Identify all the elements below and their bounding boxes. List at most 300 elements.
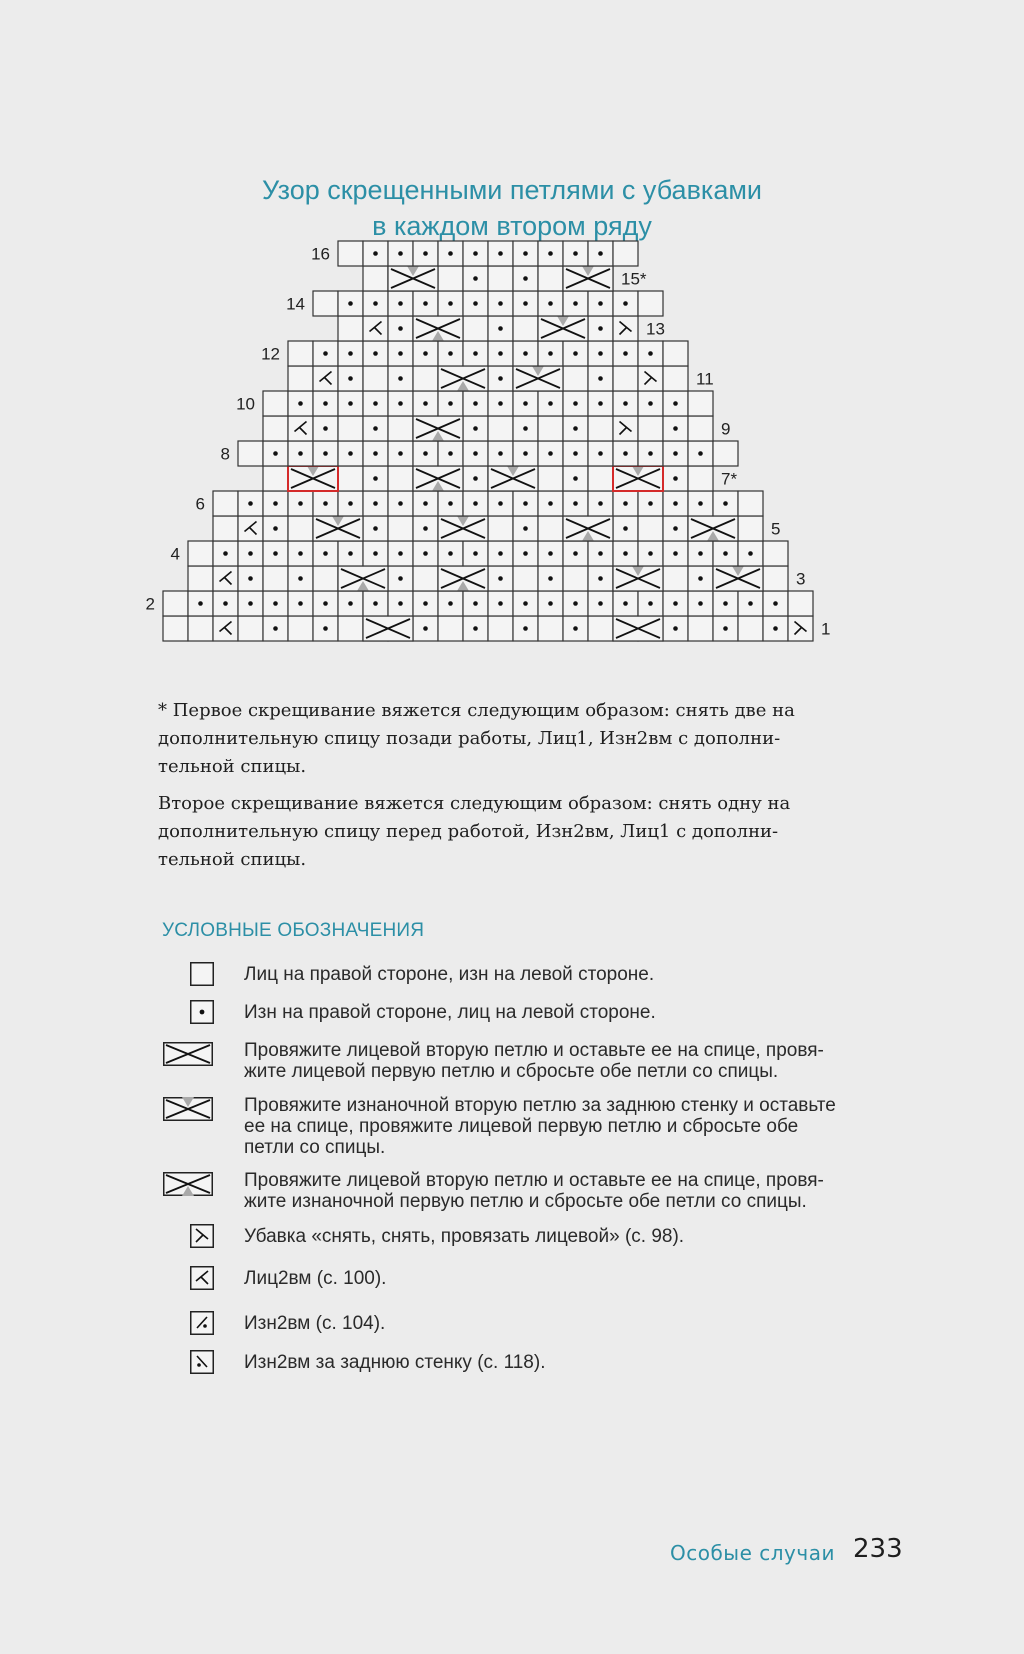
chart-cell xyxy=(538,416,563,441)
legend-text xyxy=(244,1040,894,1082)
purl-dot xyxy=(248,601,253,606)
purl-dot xyxy=(773,601,778,606)
purl-dot xyxy=(448,551,453,556)
purl-dot xyxy=(673,626,678,631)
purl-dot xyxy=(423,451,428,456)
purl-dot xyxy=(423,526,428,531)
purl-dot xyxy=(598,576,603,581)
purl-dot xyxy=(623,401,628,406)
purl-dot xyxy=(323,451,328,456)
purl-dot xyxy=(648,551,653,556)
purl-dot xyxy=(298,576,303,581)
chart-cell xyxy=(488,516,513,541)
legend-text-line: Провяжите изнаночной вторую петлю за заднюю стенку и оставьте xyxy=(244,1095,836,1116)
chart-title-line2: в каждом втором ряду xyxy=(372,211,652,241)
purl-dot xyxy=(373,351,378,356)
chart-cell xyxy=(338,416,363,441)
purl-dot xyxy=(323,426,328,431)
chart-cell xyxy=(338,616,363,641)
purl-dot xyxy=(548,576,553,581)
purl-dot xyxy=(698,601,703,606)
chart-cell xyxy=(788,591,813,616)
purl-dot xyxy=(423,601,428,606)
purl-dot xyxy=(398,401,403,406)
chart-cell xyxy=(413,566,438,591)
chart-cell xyxy=(538,516,563,541)
purl-dot xyxy=(298,501,303,506)
purl-dot xyxy=(348,501,353,506)
purl-dot xyxy=(673,401,678,406)
purl-dot xyxy=(598,551,603,556)
row-label-left: 4 xyxy=(170,544,180,564)
cross-white-icon xyxy=(163,1042,213,1070)
chart-cell xyxy=(663,366,688,391)
row-label-left: 10 xyxy=(236,394,255,414)
chart-cell xyxy=(513,316,538,341)
purl-dot xyxy=(498,301,503,306)
chart-cell xyxy=(488,416,513,441)
purl-dot xyxy=(373,476,378,481)
chart-cell xyxy=(363,266,388,291)
purl-dot xyxy=(473,501,478,506)
empty-square-icon xyxy=(190,962,214,990)
purl-dot xyxy=(298,401,303,406)
purl-dot xyxy=(448,601,453,606)
purl-dot xyxy=(548,401,553,406)
purl-dot xyxy=(423,251,428,256)
row-label-right: 5 xyxy=(771,519,781,539)
chart-cell xyxy=(238,616,263,641)
chart-cell xyxy=(388,466,413,491)
purl-dot xyxy=(523,526,528,531)
purl-dot xyxy=(673,501,678,506)
purl-dot xyxy=(598,451,603,456)
purl-dot xyxy=(548,601,553,606)
purl-dot xyxy=(648,501,653,506)
row-label-right: 13 xyxy=(646,319,665,339)
purl-dot xyxy=(498,401,503,406)
legend-text-line: петли со спицы. xyxy=(244,1137,386,1158)
purl-dot xyxy=(548,551,553,556)
chart-cell xyxy=(338,466,363,491)
p2tog-tbl-icon xyxy=(190,1350,214,1378)
chart-cell xyxy=(163,616,188,641)
purl-dot xyxy=(373,301,378,306)
chart-cell xyxy=(288,341,313,366)
purl-dot xyxy=(248,501,253,506)
chart-cell xyxy=(738,491,763,516)
chart-cell xyxy=(388,516,413,541)
chart-notes xyxy=(158,697,858,883)
chart-cell xyxy=(688,466,713,491)
purl-dot xyxy=(598,501,603,506)
purl-dot xyxy=(498,326,503,331)
chart-cell xyxy=(638,291,663,316)
chart-title-line1: Узор скрещенными петлями с убавками xyxy=(261,175,762,205)
purl-dot xyxy=(723,501,728,506)
purl-dot xyxy=(648,601,653,606)
purl-dot xyxy=(673,601,678,606)
purl-dot xyxy=(698,551,703,556)
purl-dot xyxy=(698,451,703,456)
purl-dot xyxy=(298,601,303,606)
purl-dot xyxy=(273,526,278,531)
purl-dot xyxy=(398,501,403,506)
purl-dot xyxy=(673,426,678,431)
purl-dot xyxy=(273,626,278,631)
chart-cell xyxy=(613,366,638,391)
purl-dot xyxy=(398,601,403,606)
chart-cell xyxy=(538,266,563,291)
purl-dot xyxy=(523,626,528,631)
row-label-left: 16 xyxy=(311,244,330,264)
chart-cell xyxy=(738,616,763,641)
purl-dot xyxy=(573,251,578,256)
purl-dot xyxy=(523,601,528,606)
row-label-left: 12 xyxy=(261,344,280,364)
purl-dot xyxy=(573,451,578,456)
purl-dot xyxy=(373,251,378,256)
row-label-left: 14 xyxy=(286,294,305,314)
row-label-right: 3 xyxy=(796,569,806,589)
chart-cell xyxy=(763,566,788,591)
purl-dot xyxy=(373,601,378,606)
purl-dot xyxy=(398,251,403,256)
page-number: 233 xyxy=(853,1534,903,1564)
purl-dot xyxy=(323,626,328,631)
purl-dot xyxy=(348,351,353,356)
chart-cell xyxy=(238,441,263,466)
purl-dot xyxy=(398,551,403,556)
footer-section-title: Особые случаи xyxy=(670,1541,835,1565)
chart-cell xyxy=(213,491,238,516)
purl-dot xyxy=(473,551,478,556)
legend-text xyxy=(244,1352,894,1373)
purl-dot xyxy=(723,601,728,606)
purl-dot xyxy=(273,601,278,606)
purl-dot xyxy=(723,626,728,631)
purl-dot xyxy=(598,376,603,381)
chart-cell xyxy=(438,266,463,291)
purl-dot xyxy=(398,451,403,456)
purl-dot xyxy=(348,376,353,381)
purl-dot xyxy=(773,626,778,631)
purl-dot xyxy=(498,551,503,556)
purl-dot xyxy=(473,251,478,256)
purl-dot xyxy=(498,376,503,381)
purl-dot xyxy=(498,576,503,581)
purl-dot xyxy=(248,576,253,581)
legend-text-line: Лиц2вм (с. 100). xyxy=(244,1268,387,1289)
purl-dot xyxy=(523,401,528,406)
purl-dot xyxy=(473,401,478,406)
purl-dot xyxy=(373,551,378,556)
purl-dot xyxy=(573,626,578,631)
purl-dot xyxy=(473,301,478,306)
purl-dot xyxy=(748,601,753,606)
legend-text-line: жите изнаночной первую петлю и сбросьте обе петли со спицы. xyxy=(244,1191,807,1212)
purl-dot xyxy=(423,501,428,506)
purl-dot xyxy=(198,601,203,606)
purl-dot xyxy=(323,551,328,556)
purl-dot xyxy=(298,451,303,456)
purl-dot xyxy=(623,601,628,606)
purl-dot xyxy=(623,301,628,306)
purl-dot xyxy=(698,576,703,581)
legend-text xyxy=(244,1268,894,1289)
purl-dot xyxy=(473,601,478,606)
chart-cell xyxy=(688,391,713,416)
purl-dot xyxy=(223,601,228,606)
purl-dot xyxy=(448,401,453,406)
chart-cell xyxy=(188,616,213,641)
cross-gray-bottom-icon xyxy=(163,1172,213,1200)
chart-cell xyxy=(488,266,513,291)
purl-dot xyxy=(598,401,603,406)
purl-dot xyxy=(598,351,603,356)
purl-dot xyxy=(473,626,478,631)
purl-dot xyxy=(448,501,453,506)
legend-heading: УСЛОВНЫЕ ОБОЗНАЧЕНИЯ xyxy=(162,920,425,941)
legend-text xyxy=(244,1226,894,1247)
purl-dot xyxy=(673,551,678,556)
chart-cell xyxy=(213,516,238,541)
purl-dot xyxy=(348,401,353,406)
chart-cell xyxy=(188,566,213,591)
chart-cell xyxy=(763,541,788,566)
chart-cell xyxy=(513,566,538,591)
chart-cell xyxy=(688,416,713,441)
chart-cell xyxy=(538,616,563,641)
purl-dot xyxy=(473,276,478,281)
legend-text-line: Лиц на правой стороне, изн на левой стороне. xyxy=(244,964,655,985)
purl-dot xyxy=(348,601,353,606)
chart-cell xyxy=(288,616,313,641)
chart-cell xyxy=(263,391,288,416)
purl-dot xyxy=(448,451,453,456)
purl-dot xyxy=(398,376,403,381)
knitting-chart xyxy=(0,0,1024,680)
chart-cell xyxy=(713,441,738,466)
chart-cell xyxy=(263,466,288,491)
purl-dot xyxy=(623,501,628,506)
chart-cell xyxy=(738,516,763,541)
purl-dot xyxy=(523,451,528,456)
purl-dot xyxy=(623,526,628,531)
legend-text xyxy=(244,964,894,985)
purl-dot xyxy=(623,551,628,556)
purl-dot xyxy=(373,526,378,531)
note-second-cross: Второе скрещивание вяжется следующим образом: снять одну на дополнительную спицу перед работой, Изн2вм, Лиц1 с дополни- тельной спицы. xyxy=(158,793,791,870)
purl-dot xyxy=(398,326,403,331)
chart-cell xyxy=(413,366,438,391)
chart-cell xyxy=(263,416,288,441)
chart-cell xyxy=(538,466,563,491)
chart-cell xyxy=(588,416,613,441)
purl-dot xyxy=(323,401,328,406)
purl-dot xyxy=(448,251,453,256)
purl-dot xyxy=(473,451,478,456)
row-label-left: 6 xyxy=(195,494,205,514)
purl-dot xyxy=(573,301,578,306)
row-label-right: 11 xyxy=(696,369,714,389)
purl-dot xyxy=(398,351,403,356)
purl-dot xyxy=(473,476,478,481)
chart-cell xyxy=(188,541,213,566)
purl-dot xyxy=(373,426,378,431)
purl-dot xyxy=(648,401,653,406)
purl-dot xyxy=(423,626,428,631)
chart-cell xyxy=(338,316,363,341)
chart-cell xyxy=(363,366,388,391)
legend-text-line: Провяжите лицевой вторую петлю и оставьте ее на спице, провя- xyxy=(244,1040,824,1061)
row-label-right: 15* xyxy=(621,269,647,289)
purl-dot xyxy=(523,551,528,556)
purl-dot xyxy=(348,551,353,556)
purl-dot xyxy=(498,601,503,606)
purl-dot xyxy=(723,551,728,556)
purl-dot xyxy=(523,276,528,281)
chart-cell xyxy=(313,566,338,591)
purl-dot xyxy=(673,451,678,456)
chart-cell xyxy=(688,616,713,641)
purl-dot xyxy=(523,251,528,256)
row-label-right: 7* xyxy=(721,469,738,489)
chart-cell xyxy=(588,466,613,491)
chart-cell xyxy=(263,566,288,591)
chart-cell xyxy=(438,616,463,641)
row-label-right: 1 xyxy=(821,619,831,639)
purl-dot xyxy=(348,301,353,306)
purl-dot xyxy=(648,451,653,456)
purl-dot xyxy=(598,301,603,306)
purl-dot xyxy=(573,601,578,606)
legend-text-line: Провяжите лицевой вторую петлю и оставьте ее на спице, провя- xyxy=(244,1170,824,1191)
purl-dot xyxy=(523,301,528,306)
purl-dot xyxy=(748,551,753,556)
purl-dot xyxy=(598,326,603,331)
purl-dot xyxy=(573,426,578,431)
legend-text-line: Изн2вм (с. 104). xyxy=(244,1313,386,1334)
chart-cell xyxy=(638,416,663,441)
chart-cell xyxy=(588,616,613,641)
purl-dot xyxy=(373,501,378,506)
chart-cell xyxy=(563,366,588,391)
purl-dot xyxy=(348,451,353,456)
purl-dot xyxy=(498,451,503,456)
purl-dot xyxy=(523,351,528,356)
purl-dot xyxy=(323,601,328,606)
legend-text-line: ее на спице, провяжите лицевой первую петлю и сбросьте обе xyxy=(244,1116,799,1137)
purl-dot xyxy=(673,526,678,531)
purl-dot xyxy=(523,426,528,431)
ssk-icon xyxy=(190,1224,214,1252)
purl-dot xyxy=(623,451,628,456)
purl-dot xyxy=(373,401,378,406)
purl-dot xyxy=(573,501,578,506)
legend-text xyxy=(244,1170,894,1212)
purl-dot xyxy=(448,301,453,306)
purl-dot xyxy=(648,351,653,356)
purl-dot xyxy=(373,451,378,456)
purl-dot xyxy=(573,476,578,481)
cross-gray-top-icon xyxy=(163,1097,213,1125)
purl-dot xyxy=(473,351,478,356)
purl-dot xyxy=(423,301,428,306)
chart-cell xyxy=(338,241,363,266)
legend-text xyxy=(244,1002,894,1023)
legend-text-line: Изн2вм за заднюю стенку (с. 118). xyxy=(244,1352,546,1373)
purl-dot xyxy=(548,301,553,306)
chart-cell xyxy=(288,366,313,391)
purl-dot xyxy=(423,351,428,356)
purl-dot xyxy=(248,551,253,556)
purl-dot xyxy=(448,351,453,356)
purl-dot xyxy=(423,401,428,406)
chart-cell xyxy=(663,566,688,591)
chart-cell xyxy=(463,316,488,341)
purl-dot xyxy=(698,501,703,506)
k2tog-icon xyxy=(190,1266,214,1294)
purl-dot xyxy=(398,576,403,581)
purl-dot xyxy=(398,301,403,306)
purl-dot xyxy=(548,251,553,256)
p2tog-icon xyxy=(190,1311,214,1339)
purl-dot xyxy=(498,501,503,506)
dot-square-icon xyxy=(190,1000,214,1028)
chart-cell xyxy=(638,516,663,541)
purl-dot xyxy=(498,251,503,256)
chart-cell xyxy=(663,341,688,366)
purl-dot xyxy=(548,351,553,356)
purl-dot xyxy=(673,476,678,481)
purl-dot xyxy=(573,351,578,356)
purl-dot xyxy=(623,351,628,356)
purl-dot xyxy=(323,501,328,506)
purl-dot xyxy=(473,426,478,431)
chart-cell xyxy=(613,241,638,266)
purl-dot xyxy=(548,501,553,506)
purl-dot xyxy=(573,551,578,556)
purl-dot xyxy=(298,551,303,556)
note-first-cross: * Первое скрещивание вяжется следующим образом: снять две на дополнительную спицу позади работы, Лиц1, Изн2вм с дополни- тельной спицы. xyxy=(158,700,795,777)
legend-text-line: Убавка «снять, снять, провязать лицевой» (с. 98). xyxy=(244,1226,685,1247)
purl-dot xyxy=(273,451,278,456)
purl-dot xyxy=(323,351,328,356)
row-label-right: 9 xyxy=(721,419,731,439)
chart-cell xyxy=(288,516,313,541)
purl-dot xyxy=(598,601,603,606)
purl-dot xyxy=(223,551,228,556)
legend-text-line: жите лицевой первую петлю и сбросьте обе петли со спицы. xyxy=(244,1061,779,1082)
chart-cell xyxy=(388,416,413,441)
chart-cell xyxy=(563,566,588,591)
row-label-left: 8 xyxy=(220,444,230,464)
purl-dot xyxy=(498,351,503,356)
chart-cell xyxy=(163,591,188,616)
purl-dot xyxy=(423,551,428,556)
legend-text xyxy=(244,1095,894,1158)
legend-text-line: Изн на правой стороне, лиц на левой стороне. xyxy=(244,1002,656,1023)
purl-dot xyxy=(573,401,578,406)
chart-cell xyxy=(488,616,513,641)
row-label-left: 2 xyxy=(145,594,155,614)
purl-dot xyxy=(523,501,528,506)
purl-dot xyxy=(548,451,553,456)
purl-dot xyxy=(598,251,603,256)
chart-cell xyxy=(313,291,338,316)
legend-text xyxy=(244,1313,894,1334)
